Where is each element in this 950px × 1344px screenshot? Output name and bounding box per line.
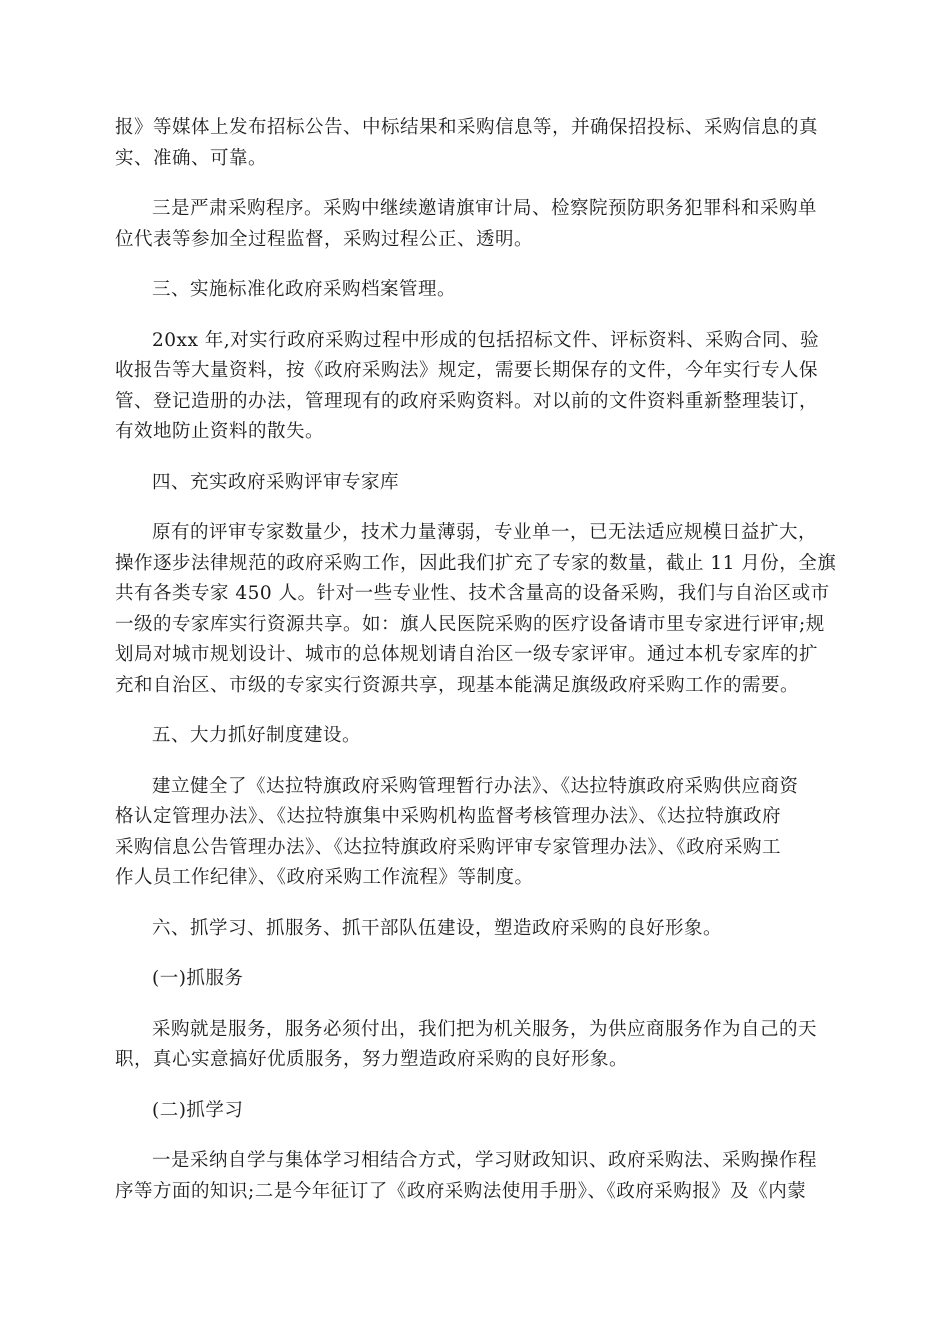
text-line: 实、准确、可靠。 xyxy=(115,147,268,169)
text-line: 20xx 年,对实行政府采购过程中形成的包括招标文件、评标资料、采购合同、验 xyxy=(152,329,820,351)
paragraph xyxy=(115,772,837,894)
text-line: 序等方面的知识;二是今年征订了《政府采购法使用手册》、《政府采购报》及《内蒙 xyxy=(115,1180,807,1202)
text-line: 采购信息公告管理办法》、《达拉特旗政府采购评审专家管理办法》、《政府采购工 xyxy=(115,836,782,858)
text-line: 格认定管理办法》、《达拉特旗集中采购机构监督考核管理办法》、《达拉特旗政府 xyxy=(115,806,782,827)
paragraph xyxy=(115,275,837,306)
text-line: 三、实施标准化政府采购档案管理。 xyxy=(152,279,457,300)
text-line: 五、大力抓好制度建设。 xyxy=(152,725,362,746)
paragraph xyxy=(115,1096,837,1127)
text-line: 报》等媒体上发布招标公告、中标结果和采购信息等，并确保招投标、采购信息的真 xyxy=(115,117,819,138)
paragraph xyxy=(115,468,837,499)
text-line: (二)抓学习 xyxy=(152,1099,244,1121)
text-line: 四、充实政府采购评审专家库 xyxy=(152,471,400,493)
text-line: 操作逐步法律规范的政府采购工作，因此我们扩充了专家的数量，截止 11 月份，全旗 xyxy=(115,552,837,574)
paragraph xyxy=(115,721,837,752)
text-line: 作人员工作纪律》、《政府采购工作流程》等制度。 xyxy=(115,867,534,888)
paragraph xyxy=(115,964,837,995)
text-line: 一级的专家库实行资源共享。如：旗人民医院采购的医疗设备请市里专家进行评审;规 xyxy=(115,613,825,635)
text-line: 原有的评审专家数量少，技术力量薄弱，专业单一，已无法适应规模日益扩大， xyxy=(152,522,818,543)
text-line: 六、抓学习、抓服务、抓干部队伍建设，塑造政府采购的良好形象。 xyxy=(152,917,723,939)
text-line: 划局对城市规划设计、城市的总体规划请自治区一级专家评审。通过本机专家库的扩 xyxy=(115,644,819,665)
text-line: 建立健全了《达拉特旗政府采购管理暂行办法》、《达拉特旗政府采购供应商资 xyxy=(152,775,799,797)
text-line: 位代表等参加全过程监督，采购过程公正、透明。 xyxy=(115,228,534,250)
document-body xyxy=(115,113,837,1227)
text-line: 职，真心实意搞好优质服务，努力塑造政府采购的良好形象。 xyxy=(115,1049,629,1070)
paragraph xyxy=(115,113,837,174)
text-line: (一)抓服务 xyxy=(152,968,244,989)
paragraph xyxy=(115,518,837,701)
paragraph xyxy=(115,326,837,448)
text-line: 充和自治区、市级的专家实行资源共享，现基本能满足旗级政府采购工作的需要。 xyxy=(115,674,800,696)
paragraph xyxy=(115,1146,837,1207)
text-line: 管、登记造册的办法，管理现有的政府采购资料。对以前的文件资料重新整理装订， xyxy=(115,390,819,412)
paragraph xyxy=(115,914,837,945)
text-line: 收报告等大量资料，按《政府采购法》规定，需要长期保存的文件，今年实行专人保 xyxy=(115,360,819,381)
text-line: 采购就是服务，服务必须付出，我们把为机关服务，为供应商服务作为自己的天 xyxy=(152,1018,818,1040)
paragraph xyxy=(115,1015,837,1076)
text-line: 三是严肃采购程序。采购中继续邀请旗审计局、检察院预防职务犯罪科和采购单 xyxy=(152,198,818,219)
text-line: 有效地防止资料的散失。 xyxy=(115,421,325,442)
text-line: 一是采纳自学与集体学习相结合方式，学习财政知识、政府采购法、采购操作程 xyxy=(152,1150,818,1171)
paragraph xyxy=(115,194,837,255)
text-line: 共有各类专家 450 人。针对一些专业性、技术含量高的设备采购，我们与自治区或市 xyxy=(115,583,830,604)
